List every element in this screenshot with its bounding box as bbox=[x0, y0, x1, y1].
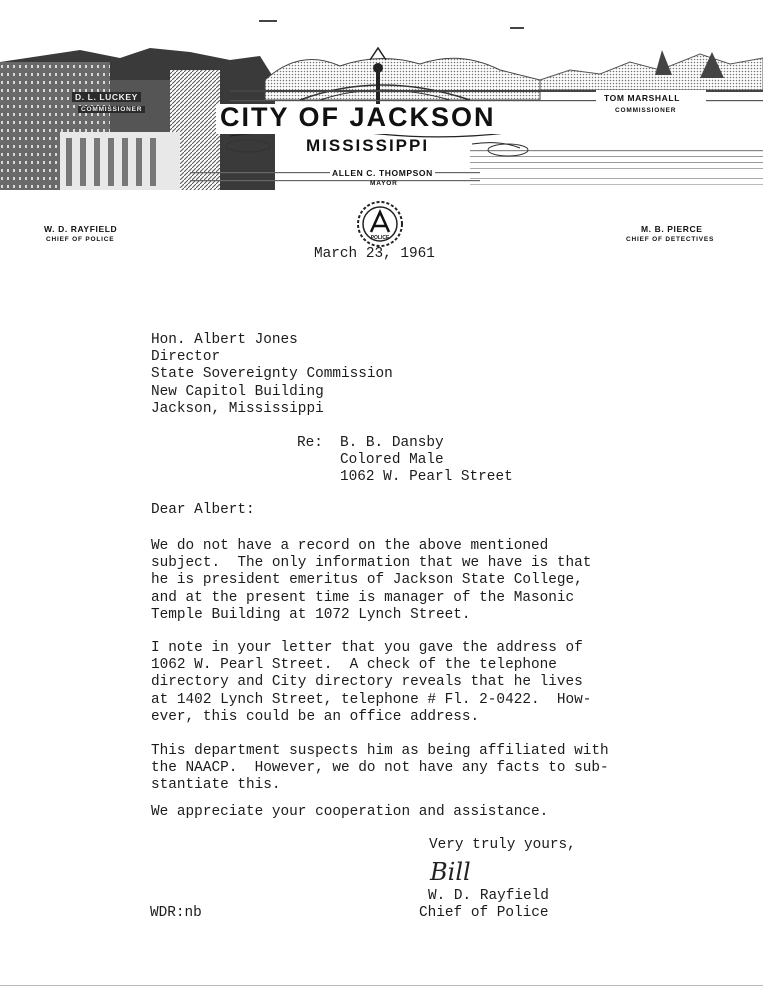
paragraph-line: directory and City directory reveals that he lives bbox=[151, 674, 583, 691]
handwritten-signature: Bill bbox=[430, 858, 471, 886]
letter-date: March 23, 1961 bbox=[314, 246, 435, 262]
recipient-block bbox=[151, 332, 393, 418]
chief-of-detectives-title: CHIEF OF DETECTIVES bbox=[626, 236, 715, 243]
paragraph-line: stantiate this. bbox=[151, 777, 281, 794]
closing: Very truly yours, bbox=[429, 837, 576, 853]
commissioner-left-title: COMMISSIONER bbox=[78, 106, 145, 113]
scan-mark bbox=[510, 27, 524, 29]
re-line: B. B. Dansby bbox=[340, 435, 444, 451]
commissioner-right-name: TOM MARSHALL bbox=[604, 93, 680, 103]
recipient-line: Hon. Albert Jones bbox=[151, 332, 298, 348]
recipient-line: State Sovereignty Commission bbox=[151, 366, 393, 383]
commissioner-left-name: D. L. LUCKEY bbox=[72, 92, 141, 102]
re-line: 1062 W. Pearl Street bbox=[340, 469, 513, 486]
scan-mark bbox=[259, 20, 277, 22]
paragraph-line: I note in your letter that you gave the address of bbox=[151, 640, 583, 656]
mayor-title: MAYOR bbox=[370, 180, 398, 187]
state-title: MISSISSIPPI bbox=[306, 136, 430, 155]
paragraph-line: the NAACP. However, we do not have any facts to sub- bbox=[151, 760, 609, 777]
re-line: Colored Male bbox=[340, 452, 444, 469]
mayor-name: ALLEN C. THOMPSON bbox=[332, 168, 433, 178]
seal-text: POLICE bbox=[370, 235, 390, 241]
paragraph-1 bbox=[151, 538, 591, 624]
signer-name: W. D. Rayfield bbox=[428, 888, 549, 904]
chief-of-police-name: W. D. RAYFIELD bbox=[44, 224, 118, 234]
paragraph-3 bbox=[151, 743, 609, 795]
paragraph-line: subject. The only information that we have is that bbox=[151, 555, 592, 572]
chief-of-detectives-name: M. B. PIERCE bbox=[641, 224, 703, 234]
re-label: Re: bbox=[297, 435, 323, 451]
paragraph-line: We appreciate your cooperation and assistance. bbox=[151, 804, 549, 820]
paragraph-line: This department suspects him as being affiliated with bbox=[151, 743, 609, 759]
salutation: Dear Albert: bbox=[151, 502, 255, 518]
paragraph-line: ever, this could be an office address. bbox=[151, 708, 480, 725]
paragraph-4 bbox=[151, 804, 548, 821]
police-seal-icon bbox=[356, 200, 404, 248]
paragraph-line: We do not have a record on the above mentioned bbox=[151, 538, 549, 554]
re-block bbox=[340, 435, 513, 487]
city-title: CITY OF JACKSON bbox=[220, 102, 496, 132]
paragraph-line: at 1402 Lynch Street, telephone # Fl. 2-0422. How- bbox=[151, 691, 592, 708]
chief-of-police-title: CHIEF OF POLICE bbox=[46, 236, 115, 243]
recipient-line: New Capitol Building bbox=[151, 383, 324, 400]
page-edge-line bbox=[0, 985, 763, 986]
typist-initials: WDR:nb bbox=[150, 905, 202, 921]
recipient-line: Director bbox=[151, 349, 221, 366]
signer-title: Chief of Police bbox=[419, 905, 549, 921]
commissioner-right-title: COMMISSIONER bbox=[615, 107, 677, 114]
paragraph-line: he is president emeritus of Jackson State College, bbox=[151, 572, 583, 589]
paragraph-2 bbox=[151, 640, 591, 726]
paragraph-line: Temple Building at 1072 Lynch Street. bbox=[151, 606, 471, 623]
paragraph-line: and at the present time is manager of the Masonic bbox=[151, 589, 575, 606]
paragraph-line: 1062 W. Pearl Street. A check of the telephone bbox=[151, 657, 557, 674]
recipient-line: Jackson, Mississippi bbox=[151, 400, 324, 417]
